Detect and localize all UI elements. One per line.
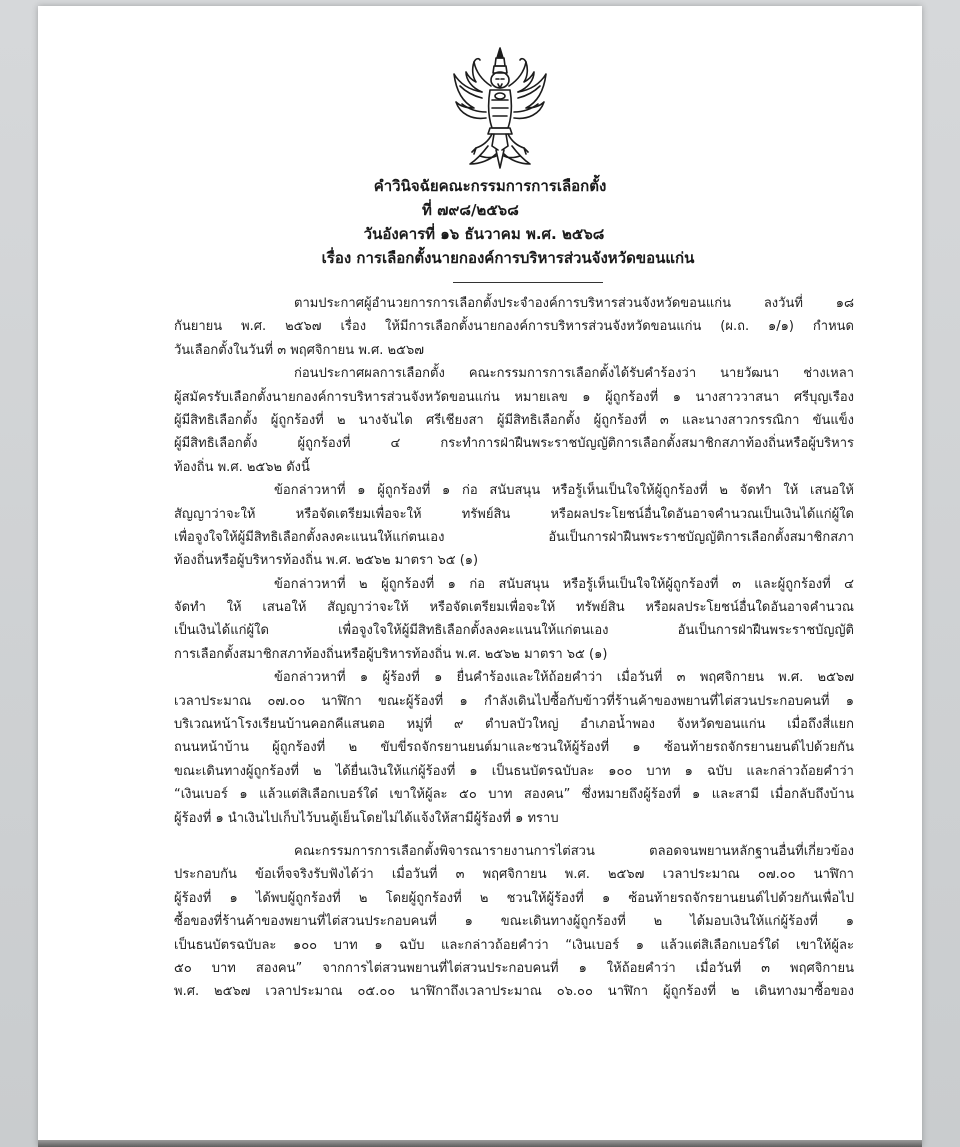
paragraph-line: ประกอบกัน ข้อเท็จจริงรับฟังได้ว่า เมื่อวันที่ ๓ พฤศจิกายน พ.ศ. ๒๕๖๗ เวลาประมาณ ๐๗.๐๐ นาฬิกา	[174, 867, 854, 883]
paragraph-line: ผู้ร้องที่ ๑ นำเงินไปเก็บไว้บนตู้เย็นโดยไม่ได้แจ้งให้สามีผู้ร้องที่ ๑ ทราบ	[174, 810, 559, 826]
paragraph-line: ซื้อของที่ร้านค้าของพยานที่ไต่สวนประกอบคนที่ ๑ ขณะเดินทางผู้ถูกร้องที่ ๒ ได้มอบเงินให้แก่ผู้ร้องที่ ๑	[174, 914, 854, 930]
document-subject: เรื่อง การเลือกตั้งนายกองค์การบริหารส่วนจังหวัดขอนแก่น	[321, 249, 695, 267]
document-body	[174, 292, 854, 1004]
paragraph-line: เป็นเงินได้แก่ผู้ใด เพื่อจูงใจให้ผู้มีสิทธิเลือกตั้งลงคะแนนให้แก่ตนเอง อันเป็นการฝ่าฝืนพระราชบัญญัติ	[174, 623, 854, 639]
paragraph-line: จัดทำ ให้ เสนอให้ สัญญาว่าจะให้ หรือจัดเตรียมเพื่อจะให้ ทรัพย์สิน หรือผลประโยชน์อื่นใดอันอาจคำนวณ	[174, 600, 854, 616]
paragraph-line: ข้อกล่าวหาที่ ๑ ผู้ถูกร้องที่ ๑ ก่อ สนับสนุน หรือรู้เห็นเป็นใจให้ผู้ถูกร้องที่ ๒ จัดทำ ให้ เสนอให้	[274, 483, 854, 499]
header-divider	[453, 282, 603, 283]
paragraph-line: เพื่อจูงใจให้ผู้มีสิทธิเลือกตั้งลงคะแนนให้แก่ตนเอง อันเป็นการฝ่าฝืนพระราชบัญญัติการเลือกตั้งสมาชิกสภา	[174, 529, 854, 545]
paragraph-line: ข้อกล่าวหาที่ ๑ ผู้ร้องที่ ๑ ยื่นคำร้องและให้ถ้อยคำว่า เมื่อวันที่ ๓ พฤศจิกายน พ.ศ. ๒๕๖๗	[274, 670, 854, 686]
paragraph-line: คณะกรรมการการเลือกตั้งพิจารณารายงานการไต่สวน ตลอดจนพยานหลักฐานอื่นที่เกี่ยวข้อง	[294, 843, 854, 859]
paragraph-line: เป็นธนบัตรฉบับละ ๑๐๐ บาท ๑ ฉบับ และกล่าวถ้อยคำว่า “เงินเบอร์ ๑ แล้วแต่สิเลือกเบอร์ใด๋ เขาให้ผู้ละ	[174, 937, 854, 953]
paragraph-line: ท้องถิ่น พ.ศ. ๒๕๖๒ ดังนี้	[174, 459, 310, 475]
paragraph-line: ผู้มีสิทธิเลือกตั้ง ผู้ถูกร้องที่ ๔ กระทำการฝ่าฝืนพระราชบัญญัติการเลือกตั้งสมาชิกสภาท้องถิ่นหรือผู้บริหาร	[174, 436, 854, 452]
paragraph-line: พ.ศ. ๒๕๖๗ เวลาประมาณ ๐๕.๐๐ นาฬิกาถึงเวลาประมาณ ๐๖.๐๐ นาฬิกา ผู้ถูกร้องที่ ๒ เดินทางมาซื้อของ	[174, 984, 854, 1000]
paragraph-line: ถนนหน้าบ้าน ผู้ถูกร้องที่ ๒ ขับขี่รถจักรยานยนต์มาและชวนให้ผู้ร้องที่ ๑ ซ้อนท้ายรถจักรยานยนต์ไปด้วยกัน	[174, 740, 854, 756]
paragraph-line: ๕๐ บาท สองคน” จากการไต่สวนพยานที่ไต่สวนประกอบคนที่ ๑ ให้ถ้อยคำว่า เมื่อวันที่ ๓ พฤศจิกายน	[174, 960, 854, 976]
paragraph-line: กันยายน พ.ศ. ๒๕๖๗ เรื่อง ให้มีการเลือกตั้งนายกองค์การบริหารส่วนจังหวัดขอนแก่น (ผ.ถ. ๑/๑) กำหนด	[174, 319, 854, 335]
paragraph-line: ก่อนประกาศผลการเลือกตั้ง คณะกรรมการการเลือกตั้งได้รับคำร้องว่า นายวัฒนา ช่างเหลา	[294, 366, 854, 382]
page-bottom-edge	[38, 1140, 922, 1147]
paragraph-line: ผู้มีสิทธิเลือกตั้ง ผู้ถูกร้องที่ ๒ นางจันได ศรีเชียงสา ผู้มีสิทธิเลือกตั้ง ผู้ถูกร้องที่ ๓ และนางสาวกรรณิกา ขันแข็ง	[174, 412, 854, 428]
paragraph-line: เวลาประมาณ ๐๗.๐๐ นาฬิกา ขณะผู้ร้องที่ ๑ กำลังเดินไปซื้อกับข้าวที่ร้านค้าของพยานที่ไต่สวนประกอบคนที่ ๑	[174, 693, 854, 709]
paragraph-line: ข้อกล่าวหาที่ ๒ ผู้ถูกร้องที่ ๑ ก่อ สนับสนุน หรือรู้เห็นเป็นใจให้ผู้ถูกร้องที่ ๓ และผู้ถูกร้องที่ ๔	[274, 576, 854, 592]
paragraph-line: การเลือกตั้งสมาชิกสภาท้องถิ่นหรือผู้บริหารท้องถิ่น พ.ศ. ๒๕๖๒ มาตรา ๖๕ (๑)	[174, 646, 608, 662]
paragraph-line: ผู้ร้องที่ ๑ ได้พบผู้ถูกร้องที่ ๒ โดยผู้ถูกร้องที่ ๒ ชวนให้ผู้ร้องที่ ๑ ซ้อนท้ายรถจักรยานยนต์ไปด้วยกันเพื่อไป	[174, 890, 854, 906]
paragraph-line: ผู้สมัครรับเลือกตั้งนายกองค์การบริหารส่วนจังหวัดขอนแก่น หมายเลข ๑ ผู้ถูกร้องที่ ๑ นางสาววาสนา ศรีบุญเรือง	[174, 389, 854, 405]
paragraph-line: บริเวณหน้าโรงเรียนบ้านคอกคีแสนตอ หมู่ที่ ๙ ตำบลบัวใหญ่ อำเภอน้ำพอง จังหวัดขอนแก่น เมื่อถึงสี่แยก	[174, 717, 854, 733]
paragraph-line: วันเลือกตั้งในวันที่ ๓ พฤศจิกายน พ.ศ. ๒๕๖๗	[174, 342, 424, 358]
paragraph-line: ขณะเดินทางผู้ถูกร้องที่ ๒ ได้ยื่นเงินให้แก่ผู้ร้องที่ ๑ เป็นธนบัตรฉบับละ ๑๐๐ บาท ๑ ฉบับ และกล่าวถ้อยคำว่า	[174, 763, 854, 779]
document-title: คำวินิจฉัยคณะกรรมการการเลือกตั้ง	[373, 177, 607, 195]
paragraph-line: “เงินเบอร์ ๑ แล้วแต่สิเลือกเบอร์ใด๋ เขาให้ผู้ละ ๕๐ บาท สองคน” ซึ่งหมายถึงผู้ร้องที่ ๑ และสามี เมื่อกลับถึงบ้าน	[174, 787, 854, 803]
paragraph-line: ท้องถิ่นหรือผู้บริหารท้องถิ่น พ.ศ. ๒๕๖๒ มาตรา ๖๕ (๑)	[174, 553, 479, 569]
paragraph-line: สัญญาว่าจะให้ หรือจัดเตรียมเพื่อจะให้ ทรัพย์สิน หรือผลประโยชน์อื่นใดอันอาจคำนวณเป็นเงินได้แก่ผู้ใด	[174, 506, 854, 522]
paragraph-line: ตามประกาศผู้อำนวยการการเลือกตั้งประจำองค์การบริหารส่วนจังหวัดขอนแก่น ลงวันที่ ๑๘	[294, 296, 854, 311]
document-date: วันอังคารที่ ๑๖ ธันวาคม พ.ศ. ๒๕๖๘	[363, 225, 605, 243]
document-header	[38, 174, 922, 270]
garuda-emblem	[452, 46, 548, 170]
document-page	[38, 6, 922, 1147]
document-number: ที่ ๗๙๘/๒๕๖๘	[422, 201, 519, 219]
